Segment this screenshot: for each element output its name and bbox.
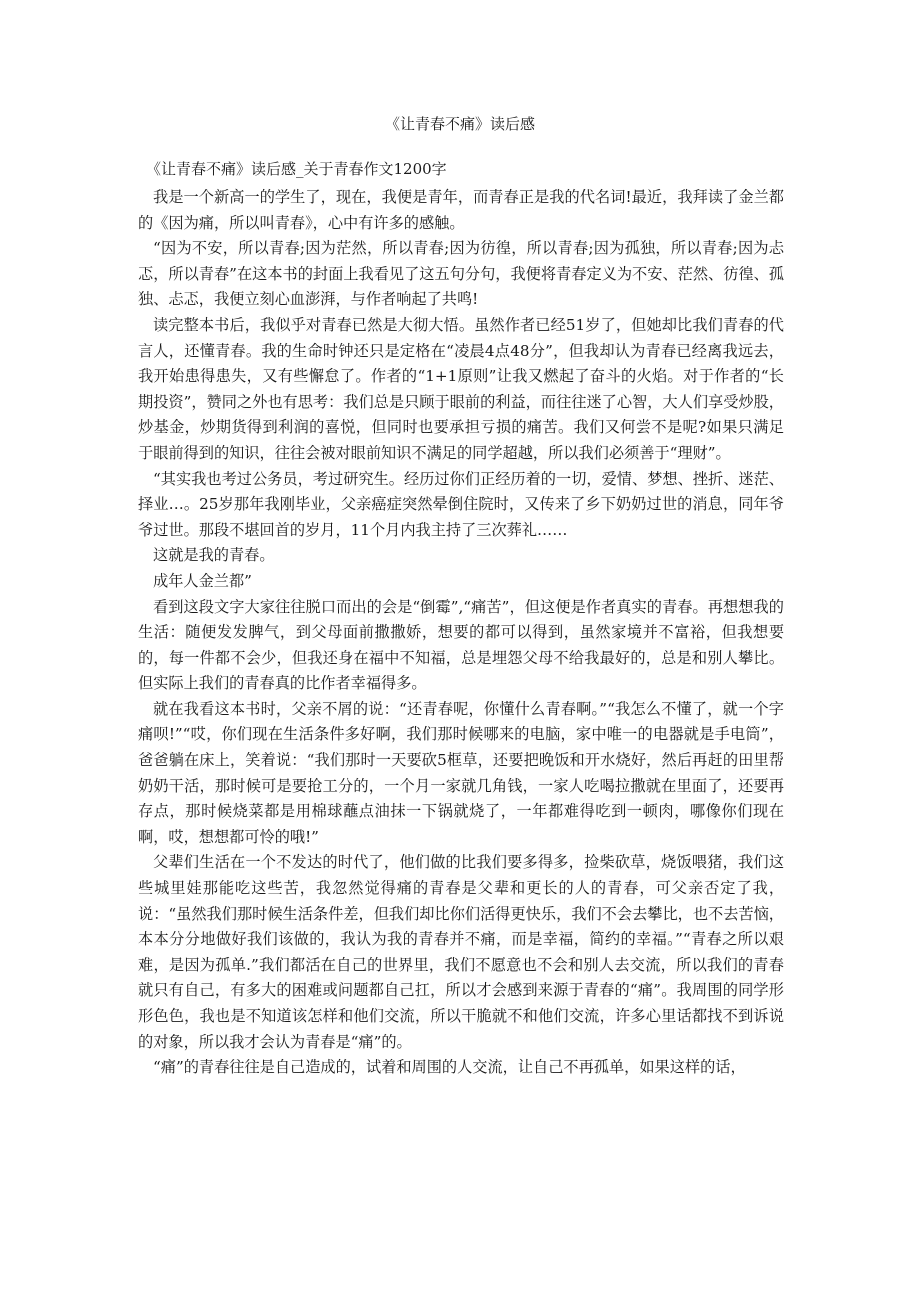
paragraph: 我是一个新高一的学生了，现在，我便是青年，而青春正是我的代名词!最近，我拜读了金兰都的《因为痛，所以叫青春》，心中有许多的感触。	[138, 188, 784, 232]
paragraph: 读完整本书后，我似乎对青春已然是大彻大悟。虽然作者已经51岁了，但她却比我们青春的代言人，还懂青春。我的生命时钟还只是定格在“凌晨4点48分”，但我却认为青春已经离我远去，我开始患得患失，又有些懈怠了。作者的“1+1原则”让我又燃起了奋斗的火焰。对于作者的“长期投资”，赞同之外也有思考：我们总是只顾于眼前的利益，而往往迷了心智，大人们享受炒股，炒基金，炒期货得到利润的喜悦，但同时也要承担亏损的痛苦。我们又何尝不是呢?如果只满足于眼前得到的知识，往往会被对眼前知识不满足的同学超越，所以我们必须善于“理财”。	[138, 315, 784, 462]
paragraph: “其实我也考过公务员，考过研究生。经历过你们正经历着的一切，爱情、梦想、挫折、迷茫、择业…。25岁那年我刚毕业，父亲癌症突然晕倒住院时，又传来了乡下奶奶过世的消息，同年爷爷过世。那段不堪回首的岁月，11个月内我主持了三次葬礼……	[138, 469, 784, 539]
paragraph: 就在我看这本书时，父亲不屑的说：“还青春呢，你懂什么青春啊。”“我怎么不懂了，就一个字痛呗!”“哎，你们现在生活条件多好啊，我们那时候哪来的电脑，家中唯一的电器就是手电筒”，爸爸躺在床上，笑着说：“我们那时一天要砍5框草，还要把晚饭和开水烧好，然后再赶的田里帮奶奶干活，那时候可是要抢工分的，一个月一家就几角钱，一家人吃喝拉撒就在里面了，还要再存点，那时候烧菜都是用棉球蘸点油抹一下锅就烧了，一年都难得吃到一顿肉，哪像你们现在啊，哎，想想都可怜的哦!”	[138, 699, 784, 846]
paragraph: 看到这段文字大家往往脱口而出的会是“倒霉”,“痛苦”，但这便是作者真实的青春。再想想我的生活：随便发发脾气，到父母面前撒撒娇，想要的都可以得到，虽然家境并不富裕，但我想要的，每一件都不会少，但我还身在福中不知福，总是埋怨父母不给我最好的，总是和别人攀比。但实际上我们的青春真的比作者幸福得多。	[138, 597, 784, 693]
paragraph: 这就是我的青春。	[153, 546, 275, 565]
paragraph: “因为不安，所以青春;因为茫然，所以青春;因为彷徨，所以青春;因为孤独，所以青春;因为忐忑，所以青春”在这本书的封面上我看见了这五句分句，我便将青春定义为不安、茫然、彷徨、孤独、忐忑，我便立刻心血澎湃，与作者响起了共鸣!	[138, 239, 784, 309]
document-body	[138, 185, 784, 1081]
paragraph: 父辈们生活在一个不发达的时代了，他们做的比我们要多得多，捡柴砍草，烧饭喂猪，我们这些城里娃那能吃这些苦，我忽然觉得痛的青春是父辈和更长的人的青春，可父亲否定了我，说：“虽然我们那时候生活条件差，但我们却比你们活得更快乐，我们不会去攀比，也不去苦恼，本本分分地做好我们该做的，我认为我的青春并不痛，而是幸福，简约的幸福。”“青春之所以艰难，是因为孤单.”我们都活在自己的世界里，我们不愿意也不会和别人去交流，所以我们的青春就只有自己，有多大的困难或问题都自己扛，所以才会感到来源于青春的“痛”。我周围的同学形形色色，我也是不知道该怎样和他们交流，所以干脆就不和他们交流，许多心里话都找不到诉说的对象，所以我才会认为青春是“痛”的。	[138, 853, 784, 1051]
document-title: 《让青春不痛》读后感	[384, 115, 535, 133]
paragraph: 成年人金兰都”	[153, 571, 252, 590]
paragraph: “痛”的青春往往是自己造成的，试着和周围的人交流，让自己不再孤单，如果这样的话，	[153, 1058, 746, 1077]
document-subtitle: 《让青春不痛》读后感_关于青春作文1200字	[146, 160, 447, 178]
